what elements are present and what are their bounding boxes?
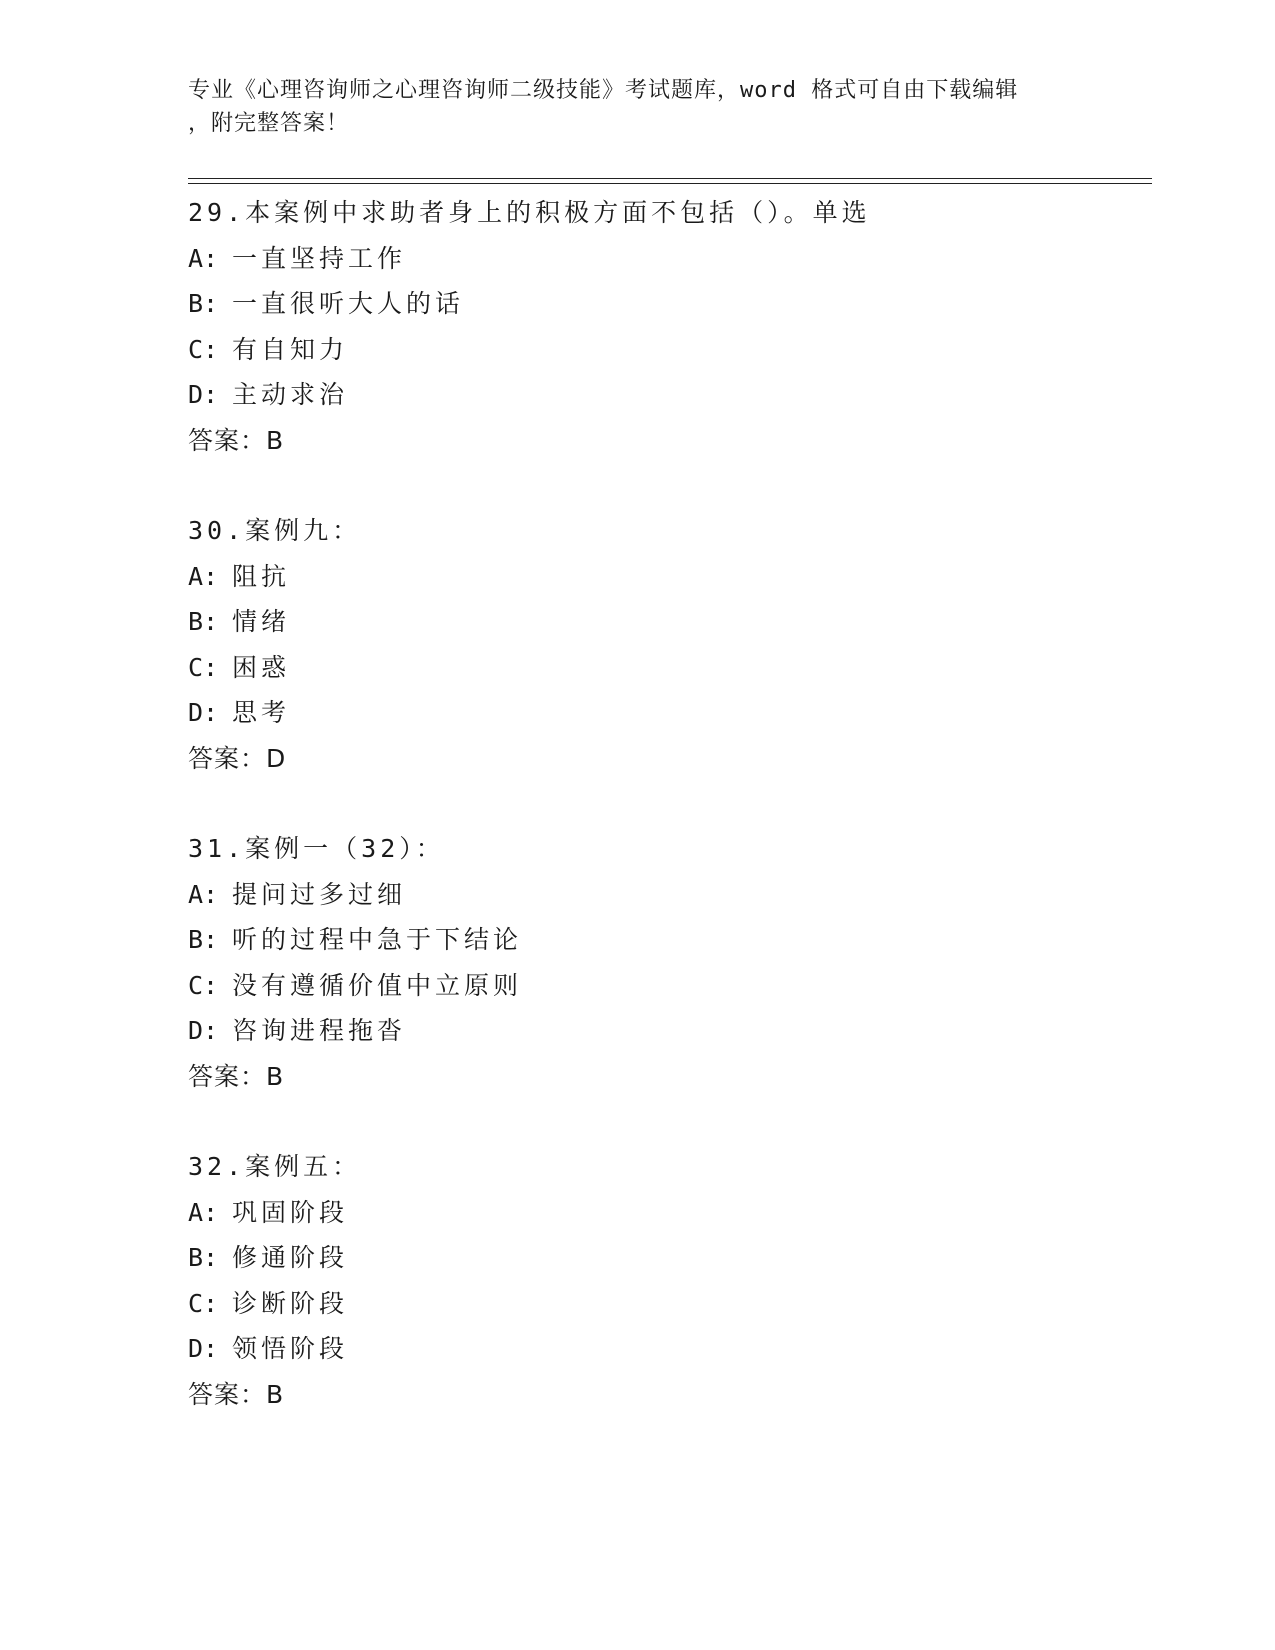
option-d xyxy=(188,372,1128,418)
option-c xyxy=(188,327,1128,373)
header-divider-top xyxy=(188,178,1152,179)
header-divider-bottom xyxy=(188,183,1152,184)
document-header xyxy=(188,74,1088,140)
option-label: B: xyxy=(188,607,219,636)
option-text: 情绪 xyxy=(232,607,291,636)
option-label: A: xyxy=(188,879,219,909)
option-label: A: xyxy=(188,1197,219,1227)
option-a xyxy=(188,236,1128,282)
option-label: D: xyxy=(188,1334,219,1363)
question-block xyxy=(188,1144,1128,1417)
option-text: 思考 xyxy=(232,698,291,727)
option-b xyxy=(188,281,1128,327)
option-c xyxy=(188,645,1128,691)
option-text: 咨询进程拖沓 xyxy=(232,1016,407,1045)
question-stem: 29.本案例中求助者身上的积极方面不包括（）。单选 xyxy=(188,198,871,227)
question-stem: 32.案例五： xyxy=(188,1152,362,1181)
question-list xyxy=(188,190,1128,1462)
option-text: 困惑 xyxy=(232,652,291,682)
answer-line: 答案：B xyxy=(188,425,285,455)
question-stem: 30.案例九： xyxy=(188,516,362,545)
option-label: A: xyxy=(188,561,219,591)
option-text: 有自知力 xyxy=(232,334,349,364)
option-label: D: xyxy=(188,1016,219,1045)
option-label: B: xyxy=(188,1243,219,1272)
option-text: 诊断阶段 xyxy=(232,1288,349,1318)
option-text: 听的过程中急于下结论 xyxy=(232,925,523,954)
option-b xyxy=(188,1235,1128,1281)
option-c xyxy=(188,963,1128,1009)
option-b xyxy=(188,599,1128,645)
option-text: 一直坚持工作 xyxy=(232,243,407,273)
option-d xyxy=(188,1326,1128,1372)
option-label: B: xyxy=(188,289,219,318)
option-text: 没有遵循价值中立原则 xyxy=(232,970,523,1000)
option-label: C: xyxy=(188,1288,219,1318)
answer-line: 答案：B xyxy=(188,1379,285,1409)
header-line-2: ，附完整答案！ xyxy=(188,111,350,136)
question-block xyxy=(188,826,1128,1099)
option-b xyxy=(188,917,1128,963)
option-label: C: xyxy=(188,652,219,682)
answer-line: 答案：D xyxy=(188,743,287,773)
option-label: C: xyxy=(188,970,219,1000)
answer-line: 答案：B xyxy=(188,1061,285,1091)
option-label: A: xyxy=(188,243,219,273)
option-a xyxy=(188,554,1128,600)
option-label: D: xyxy=(188,698,219,727)
option-label: C: xyxy=(188,334,219,364)
option-a xyxy=(188,1190,1128,1236)
option-text: 巩固阶段 xyxy=(232,1197,349,1227)
question-block xyxy=(188,190,1128,463)
option-text: 主动求治 xyxy=(232,380,349,409)
header-line-1: 专业《心理咨询师之心理咨询师二级技能》考试题库，word 格式可自由下载编辑 xyxy=(188,78,1019,103)
option-text: 阻抗 xyxy=(232,561,291,591)
option-text: 一直很听大人的话 xyxy=(232,289,465,318)
option-text: 修通阶段 xyxy=(232,1243,349,1272)
option-d xyxy=(188,1008,1128,1054)
option-text: 领悟阶段 xyxy=(232,1334,349,1363)
question-stem: 31.案例一（32）： xyxy=(188,834,445,863)
option-label: D: xyxy=(188,380,219,409)
option-text: 提问过多过细 xyxy=(232,879,407,909)
option-a xyxy=(188,872,1128,918)
option-d xyxy=(188,690,1128,736)
option-label: B: xyxy=(188,925,219,954)
question-block xyxy=(188,508,1128,781)
option-c xyxy=(188,1281,1128,1327)
